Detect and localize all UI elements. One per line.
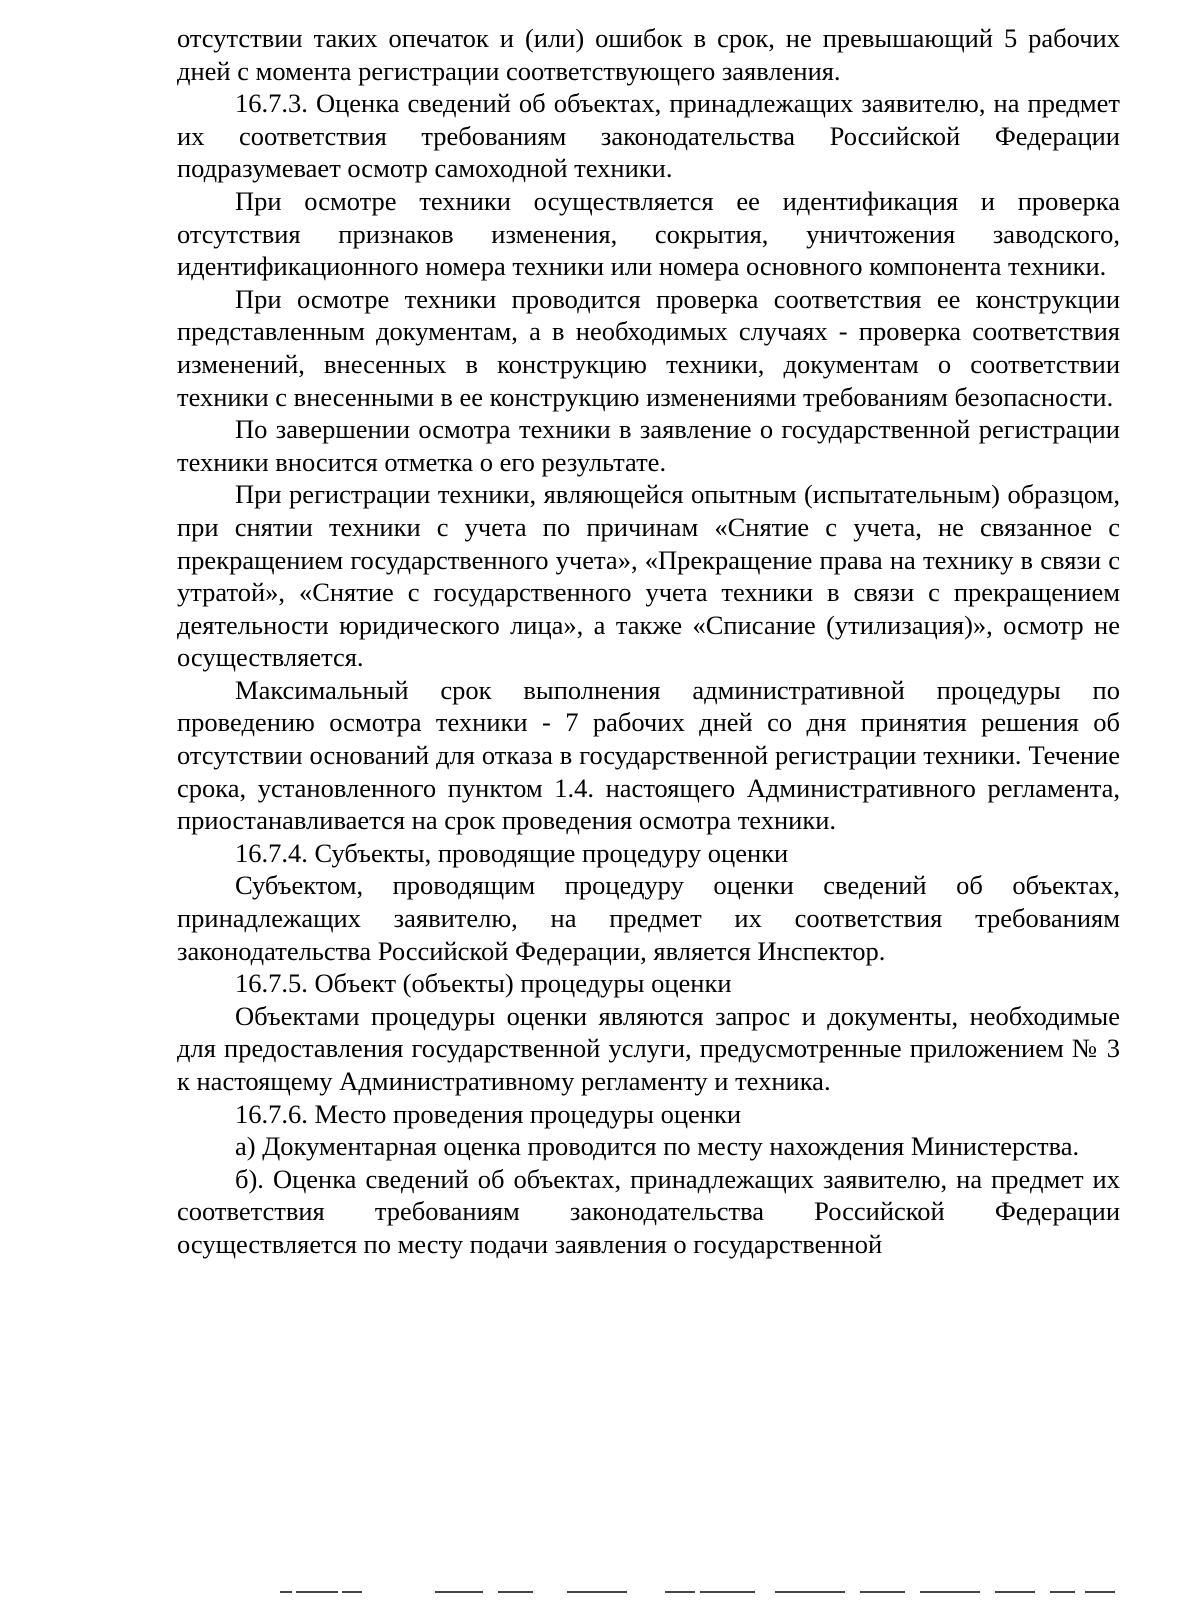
paragraph-continuation: отсутствии таких опечаток и (или) ошибок в срок, не превышающий 5 рабочих дней с момента регистрации соответствующего заявления. bbox=[177, 23, 1120, 86]
paragraph-objects: Объектами процедуры оценки являются запрос и документы, необходимые для предоставления государственной услуги, предусмотренные приложением № 3 к настоящему Административному регламенту и техника. bbox=[177, 1000, 1120, 1096]
scan-artifact-lines bbox=[280, 1591, 1120, 1595]
paragraph-16-7-3: 16.7.3. Оценка сведений об объектах, принадлежащих заявителю, на предмет их соответствия требованиям законодательства Российской Федерации подразумевает осмотр самоходной техники. bbox=[177, 88, 1120, 184]
heading-16-7-6: 16.7.6. Место проведения процедуры оценки bbox=[235, 1098, 741, 1129]
paragraph-subject: Субъектом, проводящим процедуру оценки сведений об объектах, принадлежащих заявителю, на предмет их соответствия требованиям законодательства Российской Федерации, является Инспектор. bbox=[177, 870, 1120, 966]
paragraph-inspection-identification: При осмотре техники осуществляется ее идентификация и проверка отсутствия признаков изменения, сокрытия, уничтожения заводского, идентификационного номера техники или номера основного компонента техники. bbox=[177, 185, 1120, 282]
heading-16-7-5: 16.7.5. Объект (объекты) процедуры оценки bbox=[235, 968, 732, 999]
paragraph-max-term: Максимальный срок выполнения административной процедуры по проведению осмотра техники - 7 рабочих дней со дня принятия решения об отсутствии оснований для отказа в государственной регистрации техники. Течение срока, установленного пунктом 1.4. настоящего Административного регламента, приостанавливается на срок проведения осмотра техники. bbox=[177, 674, 1120, 836]
document-body bbox=[177, 22, 1120, 1261]
paragraph-inspection-result: По завершении осмотра техники в заявление о государственной регистрации техники вносится отметка о его результате. bbox=[177, 414, 1120, 477]
paragraph-place-b: б). Оценка сведений об объектах, принадлежащих заявителю, на предмет их соответствия требованиям законодательства Российской Федерации осуществляется по месту подачи заявления о государственной bbox=[177, 1163, 1120, 1259]
heading-16-7-4: 16.7.4. Субъекты, проводящие процедуру оценки bbox=[235, 837, 789, 868]
paragraph-inspection-conformity: При осмотре техники проводится проверка соответствия ее конструкции представленным документам, а в необходимых случаях - проверка соответствия изменений, внесенных в конструкцию техники, документам о соответствии техники с внесенными в ее конструкцию изменениями требованиям безопасности. bbox=[177, 283, 1120, 412]
paragraph-place-a: а) Документарная оценка проводится по месту нахождения Министерства. bbox=[235, 1131, 1080, 1162]
paragraph-inspection-exceptions: При регистрации техники, являющейся опытным (испытательным) образцом, при снятии техники с учета по причинам «Снятие с учета, не связанное с прекращением государственного учета», «Прекращение права на технику в связи с утратой», «Снятие с государственного учета техники в связи с прекращением деятельности юридического лица», а также «Списание (утилизация)», осмотр не осуществляется. bbox=[177, 479, 1120, 673]
